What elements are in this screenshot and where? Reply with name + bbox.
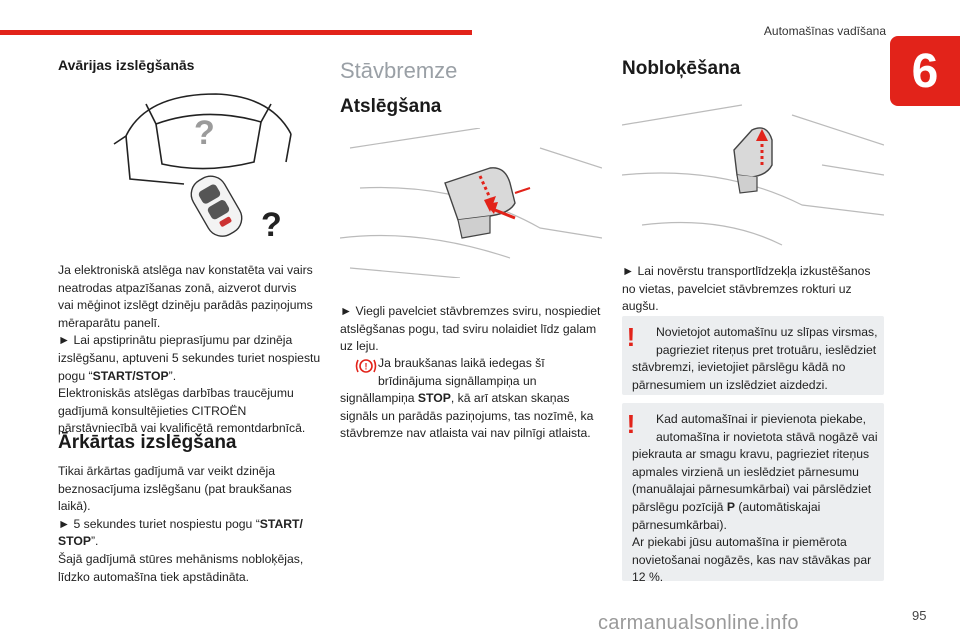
warning-box-trailer: ! Kad automašīnai ir pievienota piekabe, automašīna ir novietota stāvā nogāzē vai piekrauta ar smagu kravu, pagrieziet riteņus apmales virzienā un ieslēdziet pārnesumu (manuālajai pārnesumkārbai) vai pārslēdziet pārslēgu pozīcijā P (automātiskajai pārnesumkārbai). Ar piekabi jūsu automašīna ir piemērota novietošanai nogāzēs, kas nav stāvākas par 12 %. (622, 403, 884, 581)
emergency-shutdown-text: Ja elektroniskā atslēga nav konstatēta vai vairs neatrodas atpazīšanas zonā, aizverot durvis vai mēģinot izslēgt dzinēju parādās paziņojums mēraparātu panelī. ► Lai apstiprinātu pieprasījumu par dzinēja izslēgšanu, aptuveni 5 sekundes turiet nospiestu pogu “START/STOP”. Elektroniskās atslēgas darbības traucējumu gadījumā konsultējieties CITROËN pārstāvniecībā vai kvalificētā remontdarbnīcā. (58, 263, 321, 436)
parking-brake-lever-icon (340, 128, 602, 278)
heading-release: Atslēgšana (340, 96, 442, 117)
svg-text:?: ? (261, 206, 282, 244)
release-text: ► Viegli pavelciet stāvbremzes sviru, nospiediet atslēgšanas pogu, tad sviru nolaidiet līdz galam uz leju. (340, 304, 601, 354)
chapter-badge: 6 (890, 36, 960, 106)
heading-emergency-shutdown: Avārijas izslēgšanās (58, 57, 195, 73)
section-title-parking-brake: Stāvbremze (340, 58, 458, 83)
car-keyfob-icon (86, 84, 318, 252)
parking-brake-raise-icon (622, 95, 884, 255)
keyfob-illustration (86, 84, 318, 252)
brake-warning-note: ! Ja braukšanas laikā iedegas šī brīdinājuma signāllampiņa un signāllampiņa STOP, kā arī atskan skaņas signāls un parādās paziņojums, tas nozīmē, ka stāvbremze nav atlaista vai nav pilnīgi atlaista. (340, 356, 594, 441)
header-accent-bar (0, 30, 472, 35)
warning-box-slope: ! Novietojot automašīnu uz slīpas virsmas, pagrieziet riteņus pret trotuāru, ieslēdziet stāvbremzi, ievietojiet pārslēgu kādā no pārnesumiem un izslēdziet aizdedzi. (622, 316, 884, 395)
exclamation-icon: ! (626, 409, 636, 439)
svg-text:!: ! (364, 361, 368, 372)
exclamation-icon: ! (626, 322, 636, 352)
heading-emergency-stop: Ārkārtas izslēgšana (58, 432, 237, 453)
heading-lock: Nobloķēšana (622, 58, 741, 79)
brake-warning-lamp-icon (354, 357, 378, 381)
svg-text:?: ? (194, 114, 215, 152)
lock-text: ► Lai novērstu transportlīdzekļa izkustēšanos no vietas, pavelciet stāvbremzes rokturi uz augšu. (622, 264, 871, 314)
page-number: 95 (912, 608, 927, 623)
section-title: Automašīnas vadīšana (763, 24, 886, 38)
emergency-stop-text: Tikai ārkārtas gadījumā var veikt dzinēja beznosacījuma izslēgšanu (pat braukšanas laikā). ► 5 sekundes turiet nospiestu pogu “START/ STOP”. Šajā gadījumā stūres mehānisms nobloķējas, līdzko automašīna tiek apstādināta. (58, 464, 304, 584)
brake-release-illustration (340, 128, 602, 278)
watermark: carmanualsonline.info (598, 612, 799, 634)
brake-lock-illustration (622, 95, 884, 255)
